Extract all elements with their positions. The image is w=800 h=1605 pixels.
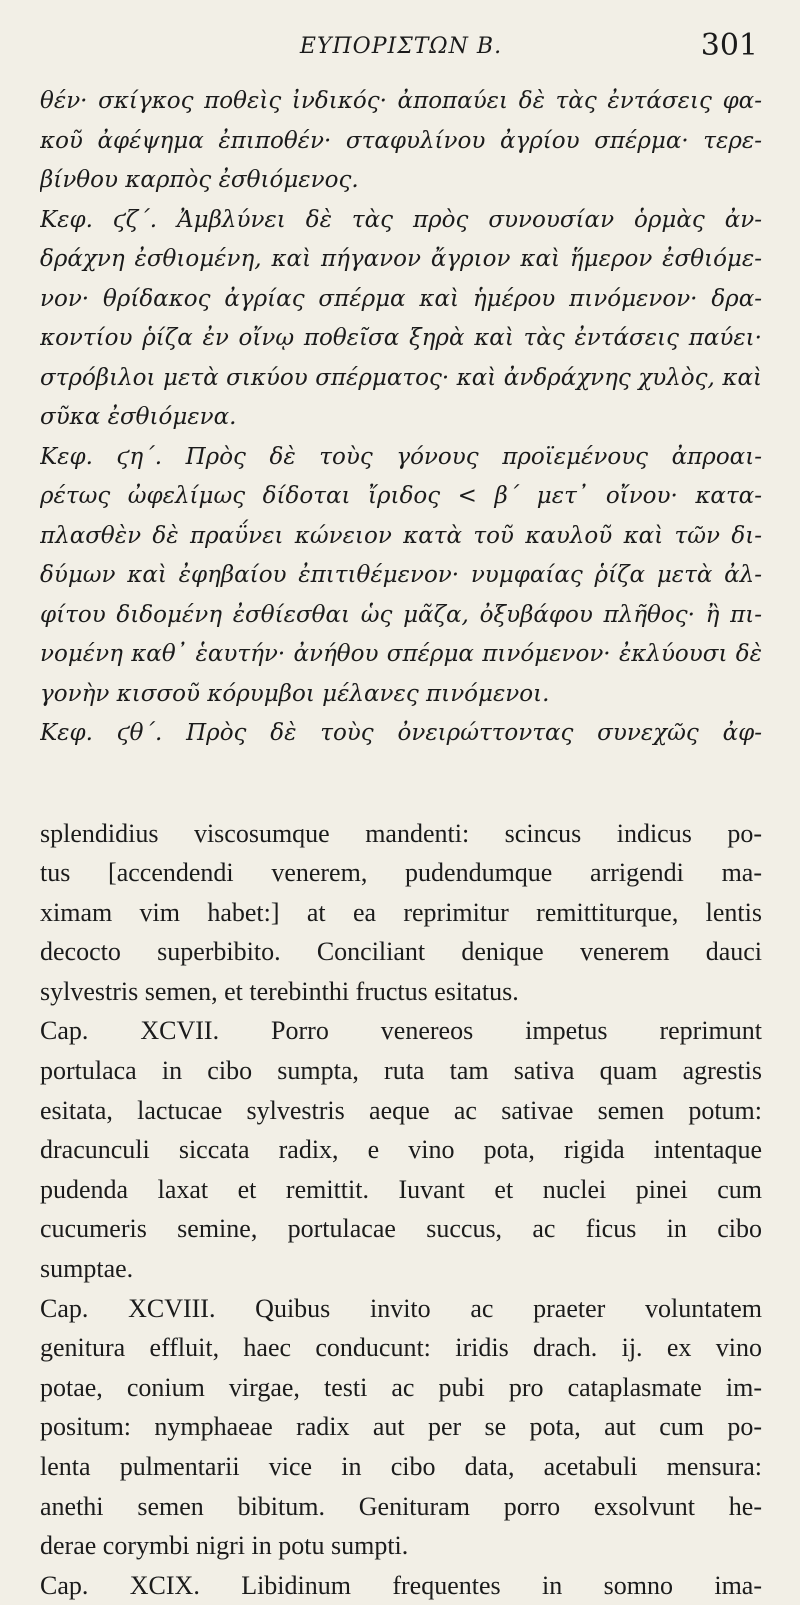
greek-line: φίτου διδομένη ἐσθίεσθαι ὡς μᾶζα, ὀξυβάφου πλῆθος· ἢ πι- [40,596,762,636]
page-number: 301 [701,28,758,63]
greek-line: Κεφ. ϛη΄. Πρὸς δὲ τοὺς γόνους προϊεμένους ἀπροαι- [40,438,762,478]
latin-line: esitata, lactucae sylvestris aeque ac sativae semen potum: [40,1091,762,1131]
greek-line: κοντίου ῥίζα ἐν οἴνῳ ποθεῖσα ξηρὰ καὶ τὰς ἐντάσεις παύει· [40,319,762,359]
greek-line: ρέτως ὠφελίμως δίδοται ἴριδος < β΄ μετ᾽ οἴνου· κατα- [40,477,762,517]
greek-line: νον· θρίδακος ἀγρίας σπέρμα καὶ ἡμέρου πινόμενον· δρα- [40,280,762,320]
latin-line: tus [accendendi venerem, pudendumque arrigendi ma- [40,853,762,893]
greek-line: στρόβιλοι μετὰ σικύου σπέρματος· καὶ ἀνδράχνης χυλὸς, καὶ [40,359,762,399]
greek-line: Κεφ. ϛζ΄. Ἀμβλύνει δὲ τὰς πρὸς συνουσίαν ὁρμὰς ἀν- [40,201,762,241]
latin-line: positum: nymphaeae radix aut per se pota, aut cum po- [40,1407,762,1447]
latin-line: dracunculi siccata radix, e vino pota, rigida intentaque [40,1130,762,1170]
greek-line: κοῦ ἀφέψημα ἐπιποθέν· σταφυλίνου ἀγρίου σπέρμα· τερε- [40,122,762,162]
latin-line: ximam vim habet:] at ea reprimitur remittiturque, lentis [40,893,762,933]
latin-line: Cap. XCVIII. Quibus invito ac praeter voluntatem [40,1289,762,1329]
greek-line: σῦκα ἐσθιόμενα. [40,398,762,438]
latin-line: Cap. XCVII. Porro venereos impetus reprimunt [40,1011,762,1051]
greek-line: γονὴν κισσοῦ κόρυμβοι μέλανες πινόμενοι. [40,675,762,715]
greek-line: θέν· σκίγκος ποθεὶς ἰνδικός· ἀποπαύει δὲ τὰς ἐντάσεις φα- [40,82,762,122]
latin-line: sylvestris semen, et terebinthi fructus esitatus. [40,972,762,1012]
latin-line: cucumeris semine, portulacae succus, ac ficus in cibo [40,1209,762,1249]
latin-line: anethi semen bibitum. Genituram porro exsolvunt he- [40,1487,762,1527]
greek-line: Κεφ. ϛθ΄. Πρὸς δὲ τοὺς ὀνειρώττοντας συνεχῶς ἀφ- [40,714,762,754]
latin-line: derae corymbi nigri in potu sumpti. [40,1526,762,1566]
latin-line: lenta pulmentarii vice in cibo data, acetabuli mensura: [40,1447,762,1487]
latin-text-block [40,814,762,1605]
latin-line: potae, conium virgae, testi ac pubi pro cataplasmate im- [40,1368,762,1408]
greek-line: δράχνη ἐσθιομένη, καὶ πήγανον ἄγριον καὶ ἥμερον ἐσθιόμε- [40,240,762,280]
column-gap [40,754,762,814]
page-header [40,28,762,78]
latin-line: Cap. XCIX. Libidinum frequentes in somno ima- [40,1566,762,1605]
greek-line: πλασθὲν δὲ πραΰνει κώνειον κατὰ τοῦ καυλοῦ καὶ τῶν δι- [40,517,762,557]
latin-line: pudenda laxat et remittit. Iuvant et nuclei pinei cum [40,1170,762,1210]
greek-text-block [40,82,762,754]
latin-line: decocto superbibito. Conciliant denique venerem dauci [40,932,762,972]
latin-line: sumptae. [40,1249,762,1289]
running-head: ΕΥΠΟΡΙΣΤΩΝ Β. [40,34,762,59]
latin-line: portulaca in cibo sumpta, ruta tam sativa quam agrestis [40,1051,762,1091]
latin-line: genitura effluit, haec conducunt: iridis drach. ij. ex vino [40,1328,762,1368]
greek-line: νομένη καθ᾽ ἑαυτήν· ἀνήθου σπέρμα πινόμενον· ἐκλύουσι δὲ [40,635,762,675]
latin-line: splendidius viscosumque mandenti: scincus indicus po- [40,814,762,854]
greek-line: δύμων καὶ ἐφηβαίου ἐπιτιθέμενον· νυμφαίας ῥίζα μετὰ ἀλ- [40,556,762,596]
greek-line: βίνθου καρπὸς ἐσθιόμενος. [40,161,762,201]
